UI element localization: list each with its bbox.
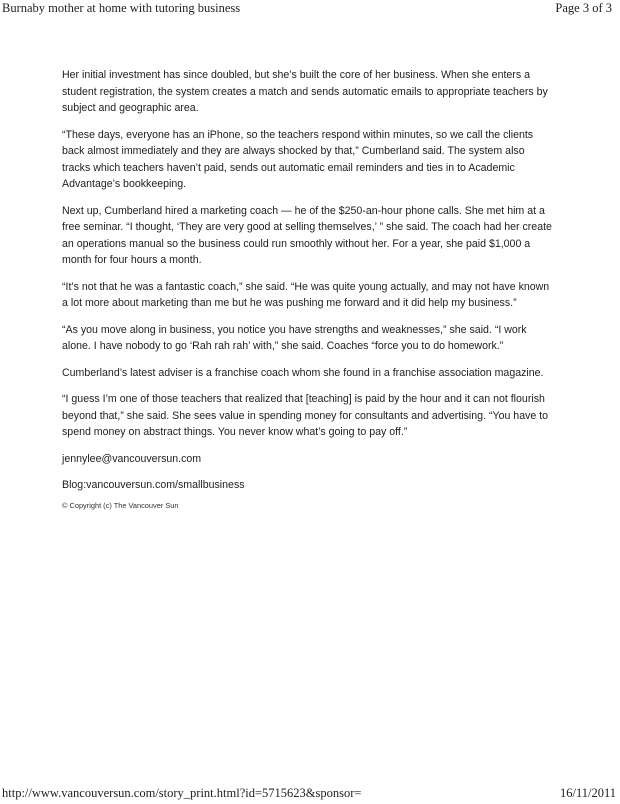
article-paragraph: Next up, Cumberland hired a marketing coach — he of the $250-an-hour phone calls. She met him at a free seminar. “I thought, ‘They are very good at selling themselves,’ ” she said. The coach had her create an operations manual so the business could run smoothly without her. For a year, she paid $1,000 a month for four hours a month.: [62, 204, 552, 266]
copyright-notice: © Copyright (c) The Vancouver Sun: [62, 500, 179, 510]
article-paragraph: Cumberland’s latest adviser is a franchise coach whom she found in a franchise association magazine.: [62, 366, 544, 379]
article-paragraph: “It’s not that he was a fantastic coach,” she said. “He was quite young actually, and may not have known a lot more about marketing than me but he was pushing me forward and it did help my business.”: [62, 280, 550, 309]
print-header: [0, 1, 620, 19]
page-indicator: Page 3 of 3: [555, 1, 612, 15]
article-paragraph: “I guess I’m one of those teachers that realized that [teaching] is paid by the hour and it can not flourish beyond that,” she said. She sees value in spending money for consultants and advertising. “You have to spend money on abstract things. You never know what’s going to pay off.”: [62, 393, 549, 438]
blog-link: Blog:vancouversun.com/smallbusiness: [62, 479, 245, 491]
document-title: Burnaby mother at home with tutoring business: [2, 1, 241, 15]
article-body: [62, 67, 554, 521]
print-footer: [0, 786, 620, 804]
article-paragraph: Her initial investment has since doubled, but she’s built the core of her business. When she enters a student registration, the system creates a match and sends automatic emails to appropriate teachers by subject and geographic area.: [62, 69, 548, 114]
author-email: jennylee@vancouversun.com: [62, 452, 202, 465]
article-paragraph: “These days, everyone has an iPhone, so the teachers respond within minutes, so we call the clients back almost immediately and they are always shocked by that,” Cumberland said. The system also tracks which teachers haven’t paid, sends out automatic email reminders and ties in to Academic Advantage’s bookkeeping.: [62, 128, 534, 190]
article-paragraph: “As you move along in business, you notice you have strengths and weaknesses,” she said. “I work alone. I have nobody to go ‘Rah rah rah’ with,” she said. Coaches “force you to do homework.”: [62, 323, 527, 352]
source-url: http://www.vancouversun.com/story_print.html?id=5715623&sponsor=: [2, 786, 362, 800]
print-date: 16/11/2011: [559, 786, 616, 800]
